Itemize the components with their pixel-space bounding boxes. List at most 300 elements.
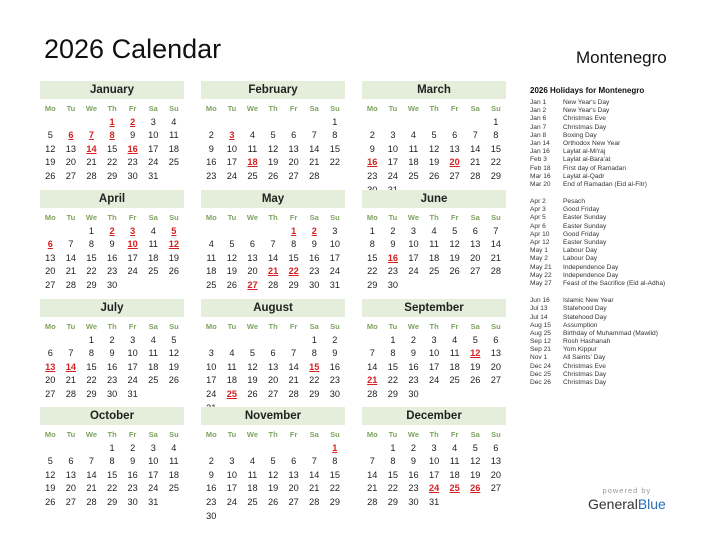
day-cell: 2 (332, 334, 338, 345)
weekday-label: Mo (205, 213, 217, 222)
holiday-name: Good Friday (563, 206, 600, 214)
month-name: August (201, 299, 345, 317)
day-cell: 23 (127, 483, 138, 494)
day-cell: 14 (86, 469, 97, 480)
day-cell: 6 (291, 456, 297, 467)
day-cell: 26 (247, 388, 258, 399)
month-january (40, 81, 184, 184)
day-cell: 22 (367, 266, 378, 277)
holiday-date: Apr 3 (530, 206, 546, 214)
day-cell: 7 (369, 348, 375, 359)
day-cell: 24 (148, 483, 159, 494)
weekday-label: We (85, 213, 98, 222)
holiday-date: Apr 12 (530, 239, 550, 246)
holiday-date: Apr 10 (530, 230, 550, 238)
holiday-day-cell: 8 (109, 130, 115, 141)
day-cell: 24 (329, 266, 340, 277)
day-cell: 26 (45, 170, 56, 181)
day-cell: 7 (311, 456, 317, 467)
day-cell: 8 (493, 130, 499, 141)
day-cell: 4 (150, 334, 156, 345)
holiday-day-cell: 13 (45, 361, 56, 372)
day-cell: 23 (408, 375, 419, 386)
weekday-label: Sa (309, 430, 319, 439)
holiday-date: Aug 15 (530, 321, 551, 329)
holiday-row (530, 305, 710, 313)
weekday-label: Mo (205, 322, 217, 331)
weekday-label: Th (107, 213, 117, 222)
holiday-name: All Saints' Day (563, 354, 606, 362)
day-cell: 3 (130, 334, 136, 345)
day-cell: 9 (332, 348, 338, 359)
day-cell: 20 (470, 252, 481, 263)
empty-cell (263, 334, 284, 348)
holiday-row (530, 371, 710, 379)
day-cell: 28 (288, 388, 299, 399)
weekday-label: Fr (128, 104, 137, 113)
holiday-day-cell: 20 (449, 157, 460, 168)
weekday-label: Su (491, 430, 501, 439)
day-cell: 17 (127, 252, 138, 263)
day-cell: 13 (470, 239, 481, 250)
day-cell: 14 (490, 239, 501, 250)
weekday-label: Th (429, 322, 439, 331)
month-name: January (40, 81, 184, 99)
day-cell: 4 (452, 442, 458, 453)
day-cell: 15 (106, 469, 118, 480)
day-cell: 12 (267, 143, 279, 154)
holiday-name: Christmas Day (563, 379, 607, 386)
month-october (40, 407, 184, 510)
day-cell: 26 (168, 266, 179, 277)
day-cell: 30 (408, 496, 419, 507)
holiday-row (530, 132, 710, 140)
holiday-date: May 27 (530, 279, 552, 287)
day-cell: 23 (309, 266, 320, 277)
weekday-label: Sa (148, 213, 158, 222)
day-cell: 20 (65, 157, 76, 168)
day-cell: 3 (410, 225, 417, 236)
day-cell: 13 (45, 252, 56, 263)
weekday-label: Tu (66, 104, 76, 113)
day-cell: 10 (127, 348, 138, 359)
day-cell: 24 (148, 157, 159, 168)
month-name: May (201, 190, 345, 208)
day-cell: 23 (367, 170, 378, 181)
holiday-name: Independence Day (563, 263, 619, 271)
holiday-list (530, 86, 710, 387)
holiday-row (530, 247, 710, 255)
day-cell: 2 (410, 334, 417, 345)
day-cell: 18 (247, 483, 258, 494)
day-cell: 16 (106, 361, 118, 372)
day-cell: 9 (390, 239, 396, 250)
holiday-date: Dec 24 (530, 362, 551, 370)
day-cell: 9 (130, 130, 136, 141)
weekday-label: Fr (128, 213, 137, 222)
day-cell: 27 (65, 170, 76, 181)
holiday-row (530, 148, 710, 156)
day-cell: 27 (449, 170, 460, 181)
day-cell: 16 (106, 252, 118, 263)
day-cell: 25 (168, 483, 179, 494)
empty-cell (242, 116, 263, 130)
holiday-date: Mar 20 (530, 180, 551, 188)
day-cell: 19 (449, 252, 460, 263)
holiday-day-cell: 10 (127, 239, 138, 250)
holiday-row (530, 314, 710, 322)
day-cell: 10 (329, 239, 340, 250)
day-cell: 28 (367, 388, 378, 399)
empty-cell (403, 116, 424, 130)
holiday-name: Easter Sunday (563, 222, 607, 230)
day-cell: 19 (45, 483, 56, 494)
day-cell: 17 (148, 469, 159, 480)
empty-cell (61, 116, 82, 130)
day-cell: 22 (309, 375, 320, 386)
weekday-label: We (407, 104, 420, 113)
holiday-day-cell: 18 (247, 157, 258, 168)
day-cell: 10 (428, 456, 440, 467)
day-cell: 30 (206, 510, 217, 521)
holiday-day-cell: 14 (86, 143, 97, 154)
weekday-label: Su (330, 213, 340, 222)
empty-cell (304, 442, 325, 456)
holiday-date: Jan 6 (530, 115, 547, 123)
weekday-label: Sa (148, 430, 158, 439)
day-cell: 2 (208, 130, 214, 141)
day-cell: 26 (226, 279, 237, 290)
day-cell: 28 (367, 496, 378, 507)
holiday-date: May 21 (530, 263, 552, 271)
day-cell: 12 (45, 143, 56, 154)
day-grid (362, 102, 506, 197)
month-february (201, 81, 345, 184)
holiday-name: Christmas Day (563, 123, 607, 131)
empty-cell (242, 225, 263, 239)
day-cell: 17 (408, 252, 419, 263)
weekday-label: Tu (388, 430, 398, 439)
day-cell: 7 (472, 130, 478, 141)
day-cell: 29 (367, 279, 378, 290)
day-cell: 3 (431, 334, 437, 345)
holiday-name: Boxing Day (563, 131, 597, 139)
weekday-label: Th (429, 104, 439, 113)
day-cell: 19 (267, 483, 279, 494)
day-cell: 29 (490, 170, 501, 181)
day-cell: 31 (127, 388, 138, 399)
day-cell: 15 (490, 143, 501, 154)
day-cell: 7 (68, 348, 74, 359)
day-cell: 26 (428, 170, 440, 181)
weekday-label: Sa (309, 322, 319, 331)
holiday-row (530, 165, 710, 173)
day-cell: 10 (148, 456, 159, 467)
day-cell: 23 (106, 375, 118, 386)
day-cell: 3 (208, 348, 214, 359)
day-cell: 27 (45, 388, 56, 399)
day-cell: 31 (148, 496, 159, 507)
day-cell: 7 (493, 225, 499, 236)
day-grid (362, 320, 506, 402)
holiday-date: Jan 8 (530, 131, 547, 139)
day-cell: 14 (309, 143, 320, 154)
day-cell: 3 (390, 130, 396, 141)
day-cell: 14 (288, 361, 299, 372)
country-name: Montenegro (576, 48, 667, 67)
month-name: October (40, 407, 184, 425)
weekday-label: Fr (128, 430, 137, 439)
holiday-row (530, 231, 710, 239)
day-cell: 18 (449, 469, 460, 480)
day-cell: 10 (226, 143, 237, 154)
empty-cell (40, 334, 61, 348)
holiday-name: Birthday of Muhammad (Mawlid) (563, 329, 658, 337)
day-cell: 17 (387, 157, 398, 168)
day-cell: 18 (428, 252, 440, 263)
day-cell: 22 (387, 483, 398, 494)
day-cell: 4 (249, 456, 256, 467)
day-cell: 26 (267, 496, 279, 507)
holiday-name: New Year's Day (563, 99, 610, 106)
powered-by-label: powered by (602, 486, 652, 495)
day-cell: 4 (249, 130, 256, 141)
day-cell: 9 (311, 239, 317, 250)
holiday-name: Assumption (563, 321, 598, 329)
weekday-label: We (85, 104, 98, 113)
day-cell: 15 (329, 469, 340, 480)
holiday-row (530, 239, 710, 247)
day-cell: 6 (493, 442, 499, 453)
weekday-label: Tu (388, 104, 398, 113)
day-cell: 11 (169, 130, 179, 141)
holiday-row (530, 115, 710, 123)
holiday-row (530, 223, 710, 231)
day-cell: 6 (493, 334, 499, 345)
day-cell: 11 (449, 348, 460, 359)
day-cell: 7 (369, 456, 375, 467)
day-cell: 2 (109, 334, 115, 345)
holiday-name: Labour Day (563, 247, 598, 255)
holiday-name: Yom Kippur (563, 346, 597, 354)
weekday-label: Tu (388, 322, 398, 331)
day-cell: 29 (288, 279, 299, 290)
day-cell: 18 (408, 157, 419, 168)
empty-cell (61, 442, 82, 456)
day-cell: 20 (288, 157, 299, 168)
day-cell: 30 (127, 170, 138, 181)
weekday-label: Fr (128, 322, 137, 331)
holiday-date: Feb 18 (530, 164, 551, 172)
day-cell: 30 (106, 388, 118, 399)
day-grid (201, 320, 345, 415)
day-cell: 28 (65, 279, 76, 290)
holiday-date: May 2 (530, 255, 548, 263)
holiday-row (530, 354, 710, 362)
month-may (201, 190, 345, 293)
day-cell: 6 (452, 130, 458, 141)
day-cell: 11 (148, 348, 159, 359)
day-cell: 4 (431, 225, 437, 236)
day-cell: 16 (329, 361, 340, 372)
weekday-label: Mo (205, 430, 217, 439)
holiday-name: New Year's Day (563, 107, 610, 115)
empty-cell (222, 116, 243, 130)
day-cell: 1 (369, 225, 375, 236)
weekday-label: We (85, 430, 98, 439)
day-cell: 24 (408, 266, 419, 277)
holiday-row (530, 124, 710, 132)
holiday-name: Easter Sunday (563, 214, 607, 222)
day-cell: 23 (206, 496, 217, 507)
day-cell: 21 (309, 483, 320, 494)
holiday-day-cell: 27 (247, 279, 258, 290)
holiday-name: Christmas Eve (563, 115, 606, 123)
group-gap (530, 288, 710, 297)
weekday-label: Mo (44, 430, 56, 439)
day-cell: 15 (86, 252, 97, 263)
day-cell: 9 (109, 348, 115, 359)
weekday-label: Fr (450, 430, 459, 439)
day-cell: 9 (410, 348, 417, 359)
holiday-row (530, 214, 710, 222)
day-cell: 15 (387, 361, 398, 372)
day-cell: 24 (127, 375, 138, 386)
day-cell: 10 (387, 143, 398, 154)
day-cell: 3 (229, 456, 235, 467)
weekday-label: Su (169, 430, 179, 439)
day-cell: 9 (208, 143, 214, 154)
weekday-label: We (407, 430, 420, 439)
holiday-name: Statehood Day (563, 313, 607, 321)
holiday-row (530, 140, 710, 148)
holiday-date: Sep 21 (530, 346, 551, 354)
day-cell: 6 (68, 456, 74, 467)
month-name: December (362, 407, 506, 425)
weekday-label: Tu (227, 213, 237, 222)
day-cell: 29 (106, 170, 118, 181)
weekday-label: Th (429, 430, 439, 439)
weekday-label: Th (107, 104, 117, 113)
day-cell: 20 (247, 266, 258, 277)
empty-cell (283, 334, 304, 348)
day-cell: 11 (227, 361, 237, 372)
holiday-row (530, 338, 710, 346)
holiday-day-cell: 16 (127, 143, 138, 154)
day-cell: 7 (270, 239, 276, 250)
month-december (362, 407, 506, 510)
day-cell: 15 (288, 252, 299, 263)
empty-cell (40, 442, 61, 456)
weekday-label: Th (107, 322, 117, 331)
day-cell: 17 (226, 157, 237, 168)
day-cell: 24 (387, 170, 398, 181)
weekday-label: Fr (450, 322, 459, 331)
day-cell: 12 (168, 348, 179, 359)
day-cell: 10 (428, 348, 440, 359)
day-cell: 6 (249, 239, 256, 250)
holiday-name: Labour Day (563, 255, 598, 263)
day-cell: 13 (490, 348, 501, 359)
day-cell: 12 (247, 361, 258, 372)
empty-cell (444, 116, 465, 130)
holiday-row (530, 99, 710, 107)
day-cell: 27 (288, 496, 299, 507)
day-cell: 4 (410, 130, 417, 141)
day-cell: 6 (291, 130, 297, 141)
day-cell: 12 (226, 252, 237, 263)
holiday-row (530, 198, 710, 206)
day-cell: 24 (206, 388, 217, 399)
day-grid (40, 211, 184, 293)
empty-cell (40, 225, 61, 239)
day-cell: 22 (106, 483, 118, 494)
day-cell: 31 (148, 170, 159, 181)
month-september (362, 299, 506, 402)
day-cell: 4 (229, 348, 235, 359)
weekday-label: Fr (450, 104, 459, 113)
empty-cell (465, 116, 486, 130)
holiday-name: Laylat al-Bara'at (563, 156, 611, 164)
weekday-label: Fr (289, 104, 298, 113)
day-cell: 25 (428, 266, 440, 277)
holiday-date: Aug 25 (530, 329, 551, 337)
day-cell: 12 (470, 456, 481, 467)
day-cell: 25 (148, 266, 159, 277)
day-cell: 11 (247, 469, 258, 480)
day-cell: 19 (247, 375, 258, 386)
holiday-day-cell: 14 (65, 361, 76, 372)
weekday-label: Su (491, 322, 501, 331)
day-cell: 26 (168, 375, 179, 386)
day-cell: 17 (428, 469, 440, 480)
holiday-day-cell: 21 (367, 375, 378, 386)
empty-cell (283, 442, 304, 456)
day-cell: 27 (490, 483, 501, 494)
day-cell: 25 (449, 375, 460, 386)
day-cell: 21 (367, 483, 378, 494)
day-cell: 28 (470, 170, 481, 181)
day-cell: 11 (408, 143, 419, 154)
day-cell: 13 (65, 143, 76, 154)
day-cell: 7 (68, 239, 74, 250)
day-cell: 24 (428, 375, 440, 386)
day-cell: 30 (408, 388, 419, 399)
holiday-day-cell: 5 (171, 225, 177, 236)
day-cell: 3 (332, 225, 338, 236)
holiday-name: Orthodox New Year (563, 139, 621, 147)
month-july (40, 299, 184, 402)
day-cell: 25 (408, 170, 419, 181)
holiday-row (530, 255, 710, 263)
holiday-day-cell: 1 (109, 116, 115, 127)
day-cell: 3 (150, 116, 156, 127)
holiday-name: Feast of the Sacrifice (Eid al-Adha) (563, 279, 666, 287)
empty-cell (362, 116, 383, 130)
holiday-date: Jul 13 (530, 305, 548, 313)
day-cell: 20 (490, 469, 501, 480)
weekday-label: We (246, 322, 259, 331)
weekday-label: Th (107, 430, 117, 439)
holiday-row (530, 264, 710, 272)
day-cell: 8 (311, 348, 317, 359)
day-cell: 14 (309, 469, 320, 480)
day-cell: 28 (490, 266, 501, 277)
day-cell: 1 (109, 442, 115, 453)
day-cell: 20 (490, 361, 501, 372)
day-cell: 5 (452, 225, 458, 236)
day-cell: 14 (267, 252, 279, 263)
